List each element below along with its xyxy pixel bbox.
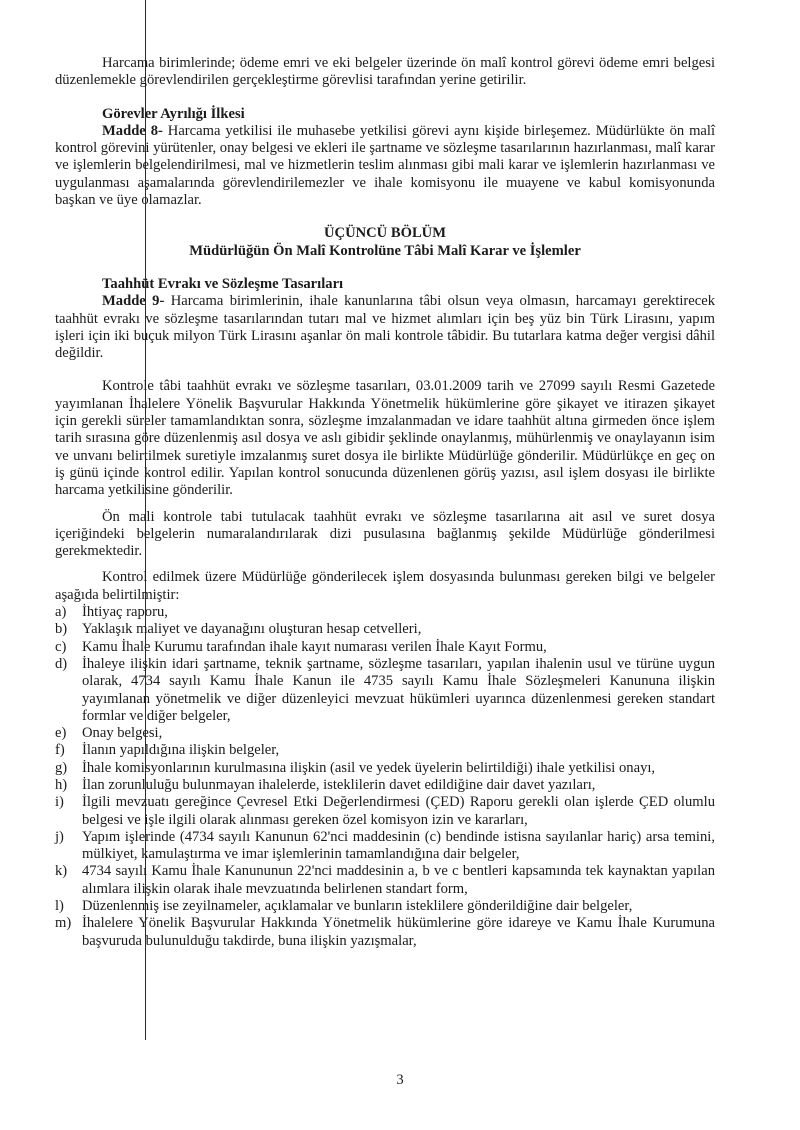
list-item: e) Onay belgesi, [55,725,163,742]
required-documents-list [55,604,715,950]
page-number: 3 [396,1072,404,1088]
list-item: h) İlan zorunluluğu bulunmayan ihalelerde, isteklilerin davet edildiğine dair davet yazıları, [55,776,596,793]
list-item: b) Yaklaşık maliyet ve dayanağını oluşturan hesap cetvelleri, [55,621,422,638]
list-item: f) İlanın yapıldığına ilişkin belgeler, [55,742,280,759]
section-heading-taahhut: Taahhüt Evrakı ve Sözleşme Tasarıları [102,275,344,292]
madde-8-text: Harcama yetkilisi ile muhasebe yetkilisi görevi aynı kişide birleşemez. Müdürlükte ön malî kontrol görevini yürütenler, onay belgesi ve ekleri ile şartname ve sözleşme tasarılarının hazırlanması, malî karar ve işlemlerin belgelendirilmesi, mal ve hizmetlerin teslim alınması gibi mali karar ve işlemlerin hazırlanması ve uygulanması aşamalarında görevlendirilemezler ve ihale komisyonu ile muayene ve kabul komisyonunda başkan ve üye olamazlar. [55,122,716,209]
chapter-subtitle: Müdürlüğün Ön Malî Kontrolüne Tâbi Malî Karar ve İşlemler [189,242,581,259]
document-body [55,55,715,950]
file-numbering-paragraph: Ön mali kontrole tabi tutulacak taahhüt evrakı ve sözleşme tasarılarına ait asıl ve suret dosya içeriğindeki belgelerin numaralandırılarak dizi pusulasına bağlanmış şekilde Müdürlüğe gönderilmesi gerekmektedir. [55,508,715,560]
madde-8-number: Madde 8- [102,122,163,139]
madde-8-paragraph [55,123,715,209]
list-item: m) İhalelere Yönelik Başvurular Hakkında Yönetmelik hükümlerine göre idareye ve Kamu İhale Kurumuna başvuruda bulunulduğu takdirde, buna ilişkin yazışmalar, [55,915,715,949]
list-item: i) İlgili mevzuatı gereğince Çevresel Etki Değerlendirmesi (ÇED) Raporu gerekli olan işlerde ÇED olumlu belgesi ve işle ilgili olarak alınması gereken özel komisyon izin ve kararları, [55,794,715,828]
list-item: k) 4734 sayılı Kamu İhale Kanununun 22'nci maddesinin a, b ve c bentleri kapsamında tek kaynaktan yapılan alımlara ilişkin olarak ihale mevzuatında belirlenen standart form, [55,863,715,897]
chapter-title: ÜÇÜNCÜ BÖLÜM [323,225,447,242]
list-item: a) İhtiyaç raporu, [55,604,168,621]
control-paragraph: Kontrole tâbi taahhüt evrakı ve sözleşme tasarıları, 03.01.2009 tarih ve 27099 sayılı Resmi Gazetede yayımlanan İhalelere Yönelik Başvurular Hakkında Yönetmelik hükümlerine göre şikayet ve itirazen şikayet için gerekli süreler tamamlandıktan sonra, sözleşme imzalanmadan ve idare taahhüt altına girmeden önce işlem tarih sırasına göre düzenlenmiş asıl dosya ve aslı gibidir şeklinde onaylanmış, mühürlenmiş ve onaylayanın isim ve unvanı belirtilmek suretiyle imzalanmış suret dosya ile birlikte Müdürlüğe gönderilir. Müdürlükçe en geç on iş günü içinde kontrol edilir. Yapılan kontrol sonucunda düzenlenen görüş yazısı, asıl işlem dosyası ile birlikte harcama yetkilisine gönderilir. [55,378,715,499]
documents-intro-paragraph: Kontrol edilmek üzere Müdürlüğe gönderilecek işlem dosyasında bulunması gereken bilgi ve belgeler aşağıda belirtilmiştir: [55,569,715,603]
section-heading-gorevler: Görevler Ayrılığı İlkesi [102,105,245,122]
list-item: c) Kamu İhale Kurumu tarafından ihale kayıt numarası verilen İhale Kayıt Formu, [55,638,547,655]
list-item: j) Yapım işlerinde (4734 sayılı Kanunun 62'nci maddesinin (c) bendinde istisna sayılanlar hariç) arsa temini, mülkiyet, kamulaştırma ve imar işlemlerinin tamamlandığına dair belgeler, [55,828,715,863]
madde-9-number: Madde 9- [102,293,165,310]
madde-9-paragraph [55,293,715,362]
madde-9-text: Harcama birimlerinin, ihale kanunlarına tâbi olsun veya olmasın, harcamayı gerektirecek taahhüt evrakı ve sözleşme tasarılarından tutarı mal ve hizmet alımları için beş yüz bin Türk Lirasını, yapım işleri için iki buçuk milyon Türk Lirasını aşanlar ön mali kontrole tâbidir. Bu tutarlara katma değer vergisi dâhil değildir. [55,293,716,362]
list-item: g) İhale komisyonlarının kurulmasına ilişkin (asil ve yedek üyelerin belirtildiği) ihale yetkilisi onayı, [55,759,656,776]
list-item: l) Düzenlenmiş ise zeyilnameler, açıklamalar ve bunların isteklilere gönderildiğine dair belgeler, [55,898,633,915]
intro-paragraph: Harcama birimlerinde; ödeme emri ve eki belgeler üzerinde ön malî kontrol görevi ödeme emri belgesi düzenlemekle görevlendirilen gerçekleştirme görevlisi tarafından yerine getirilir. [55,55,715,89]
list-item: d) İhaleye ilişkin idari şartname, teknik şartname, sözleşme tasarıları, yapılan ihalenin usul ve türüne uygun olarak, 4734 sayılı Kamu İhale Kanun ile 4735 sayılı Kamu İhale Sözleşmeleri Kanununa ilişkin yayımlanan yönetmelik ve diğer düzenleyici mevzuat hükümleri uyarınca düzenlenmesi gereken standart formlar ve diğer belgeler, [55,655,715,724]
